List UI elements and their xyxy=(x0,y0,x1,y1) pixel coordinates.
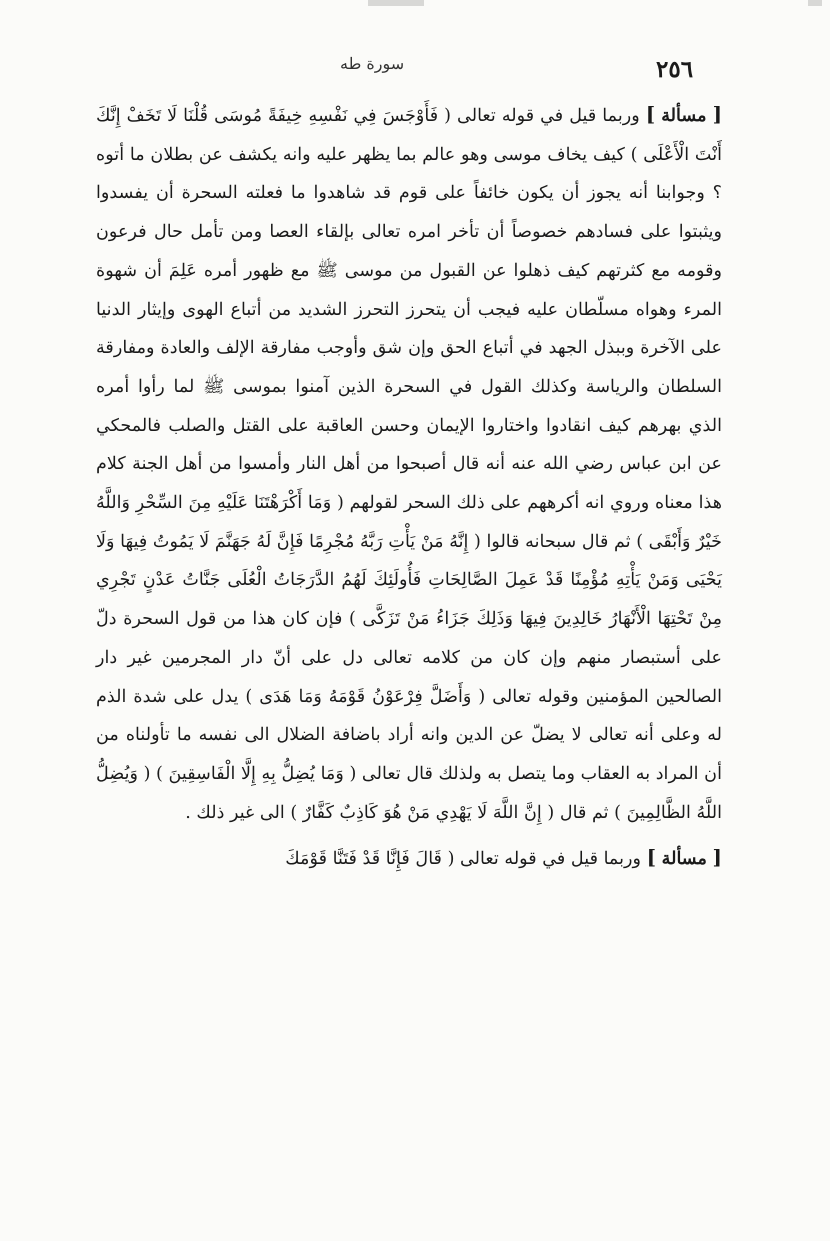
close-bracket: ] xyxy=(646,845,657,870)
page-number: ٢٥٦ xyxy=(656,56,694,83)
section-label: مسألة xyxy=(661,848,707,870)
section-label: مسألة xyxy=(661,105,707,126)
close-bracket: ] xyxy=(645,102,656,126)
paragraph-text: وربما قيل في قوله تعالى ( فَأَوْجَسَ فِي نَفْسِهِ خِيفَةً مُوسَى قُلْنَا لَا تَخَفْ إِنَّكَ أَنْتَ الْأَعْلَى ) كيف يخاف موسى وهو عالم بما يظهر عليه وانه يكشف عن بطلان ما أتوه ؟ وجوابنا أنه يجوز أن يكون خائفاً على قوم قد شاهدوا ما فعلته السحرة أن يفسدوا ويثبتوا على فسادهم خصوصاً أن تأخر امره تعالى بإلقاء العصا ومن تأمل حال فرعون وقومه مع كثرتهم كيف ذهلوا عن القبول من موسى ﷺ مع ظهور أمره عَلِمَ أن شهوة المرء وهواه مسلّطان عليه فيجب أن يتحرز التحرز الشديد من أتباع الهوى وإيثار الدنيا على الآخرة وببذل الجهد في أتباع الحق وإن شق وأوجب مفارقة الإلف والعادة ومفارقة السلطان والرياسة وكذلك القول في السحرة الذين آمنوا بموسى ﷺ لما رأوا أمره الذي بهرهم كيف انقادوا واختاروا الإيمان وحسن العاقبة على القتل والصلب فالمحكي عن ابن عباس رضي الله عنه أنه قال أصبحوا من أهل النار وأمسوا من أهل الجنة كلام هذا معناه وروي انه أكرههم على ذلك السحر لقولهم ( وَمَا أَكْرَهْتَنَا عَلَيْهِ مِنَ السِّحْرِ وَاللَّهُ خَيْرٌ وَأَبْقَى ) ثم قال سبحانه قالوا ( إِنَّهُ مَنْ يَأْتِ رَبَّهُ مُجْرِمًا فَإِنَّ لَهُ جَهَنَّمَ لَا يَمُوتُ فِيهَا وَلَا يَحْيَى وَمَنْ يَأْتِهِ مُؤْمِنًا قَدْ عَمِلَ الصَّالِحَاتِ فَأُولَئِكَ لَهُمُ الدَّرَجَاتُ الْعُلَى جَنَّاتُ عَدْنٍ تَجْرِي مِنْ تَحْتِهَا الْأَنْهَارُ خَالِدِينَ فِيهَا وَذَلِكَ جَزَاءُ مَنْ تَزَكَّى ) فإن كان هذا من قول السحرة دلّ على أستبصار منهم وإن كان من كلامه تعالى دل على أنّ دار المجرمين غير دار الصالحين المؤمنين وقوله تعالى ( وَأَضَلَّ فِرْعَوْنُ قَوْمَهُ وَمَا هَدَى ) يدل على شدة الذم له وعلى أنه تعالى لا يضلّ عن الدين وانه أراد باضافة الضلال الى نفسه ما تأولناه من أن المراد به العقاب وما يتصل به ولذلك قال تعالى ( وَمَا يُضِلُّ بِهِ إِلَّا الْفَاسِقِينَ ) ( وَيُضِلُّ اللَّهُ الظَّالِمِينَ ) ثم قال ( إِنَّ اللَّهَ لَا يَهْدِي مَنْ هُوَ كَاذِبٌ كَفَّارٌ ) الى غير ذلك . xyxy=(95,106,722,823)
surah-title: سورة طه xyxy=(340,54,405,73)
paragraph xyxy=(96,838,722,879)
page-text xyxy=(96,95,722,879)
scan-mark-top-right xyxy=(808,0,822,6)
paragraph-text: وربما قيل في قوله تعالى ( قَالَ فَإِنَّا قَدْ فَتَنَّا قَوْمَكَ xyxy=(285,849,641,870)
open-bracket: [ xyxy=(712,845,722,870)
scan-mark-top xyxy=(368,0,424,6)
open-bracket: [ xyxy=(712,102,723,126)
paragraph xyxy=(96,95,722,832)
